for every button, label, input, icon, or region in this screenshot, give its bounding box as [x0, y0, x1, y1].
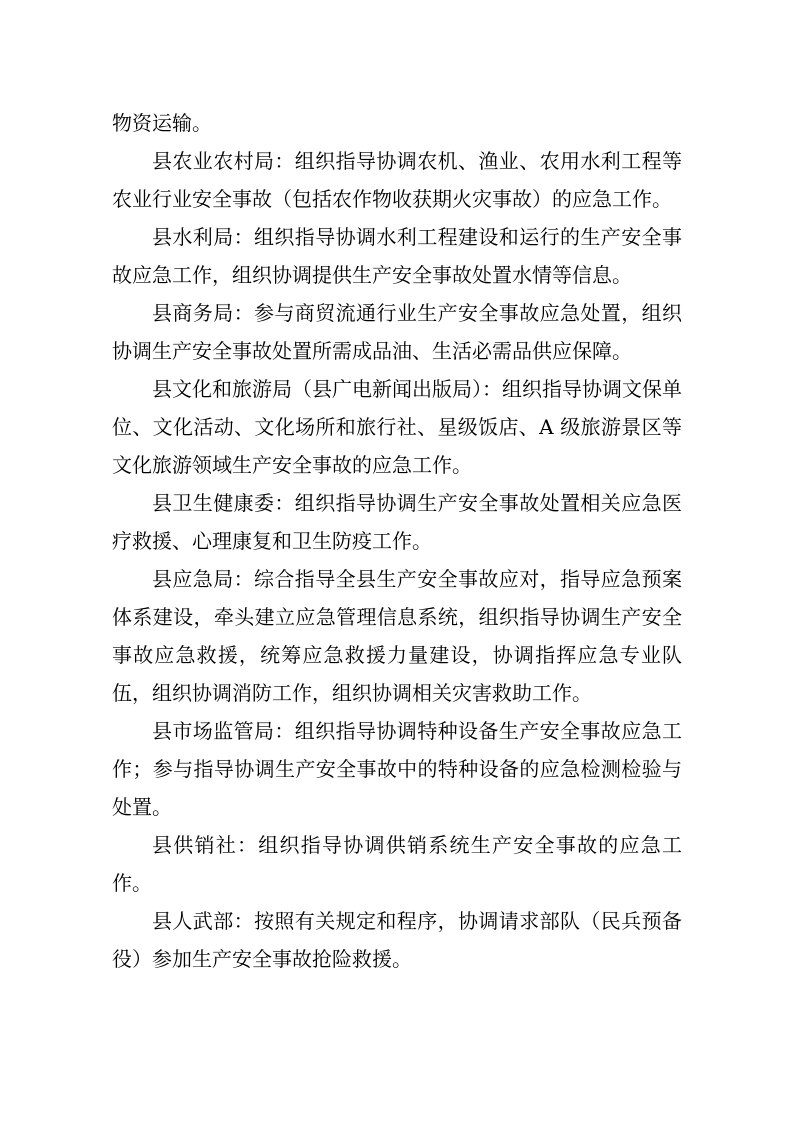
- paragraph-supply-marketing-cooperative: 县供销社：组织指导协调供销系统生产安全事故的应急工作。: [112, 833, 682, 895]
- document-body: [112, 104, 682, 978]
- paragraph-water-bureau: 县水利局：组织指导协调水利工程建设和运行的生产安全事故应急工作，组织协调提供生产安全事故处置水情等信息。: [112, 225, 682, 287]
- paragraph-health-commission: 县卫生健康委：组织指导协调生产安全事故处置相关应急医疗救援、心理康复和卫生防疫工作。: [112, 491, 682, 553]
- paragraph-emergency-bureau: 县应急局：综合指导全县生产安全事故应对，指导应急预案体系建设，牵头建立应急管理信息系统，组织指导协调生产安全事故应急救援，统筹应急救援力量建设，协调指挥应急专业队伍，组织协调消防工作，组织协调相关灾害救助工作。: [112, 567, 682, 705]
- paragraph-market-supervision-bureau: 县市场监管局：组织指导协调特种设备生产安全事故应急工作；参与指导协调生产安全事故中的特种设备的应急检测检验与处置。: [112, 719, 682, 819]
- paragraph-armed-forces-department: 县人武部：按照有关规定和程序，协调请求部队（民兵预备役）参加生产安全事故抢险救援。: [112, 909, 682, 971]
- paragraph-commerce-bureau: 县商务局：参与商贸流通行业生产安全事故应急处置，组织协调生产安全事故处置所需成品油、生活必需品供应保障。: [112, 301, 682, 363]
- paragraph-agriculture-bureau: 县农业农村局：组织指导协调农机、渔业、农用水利工程等农业行业安全事故（包括农作物收获期火灾事故）的应急工作。: [112, 149, 682, 211]
- paragraph-culture-tourism-bureau: 县文化和旅游局（县广电新闻出版局）：组织指导协调文保单位、文化活动、文化场所和旅行社、星级饭店、A 级旅游景区等文化旅游领域生产安全事故的应急工作。: [112, 377, 682, 477]
- paragraph-continuation: 物资运输。: [112, 111, 212, 135]
